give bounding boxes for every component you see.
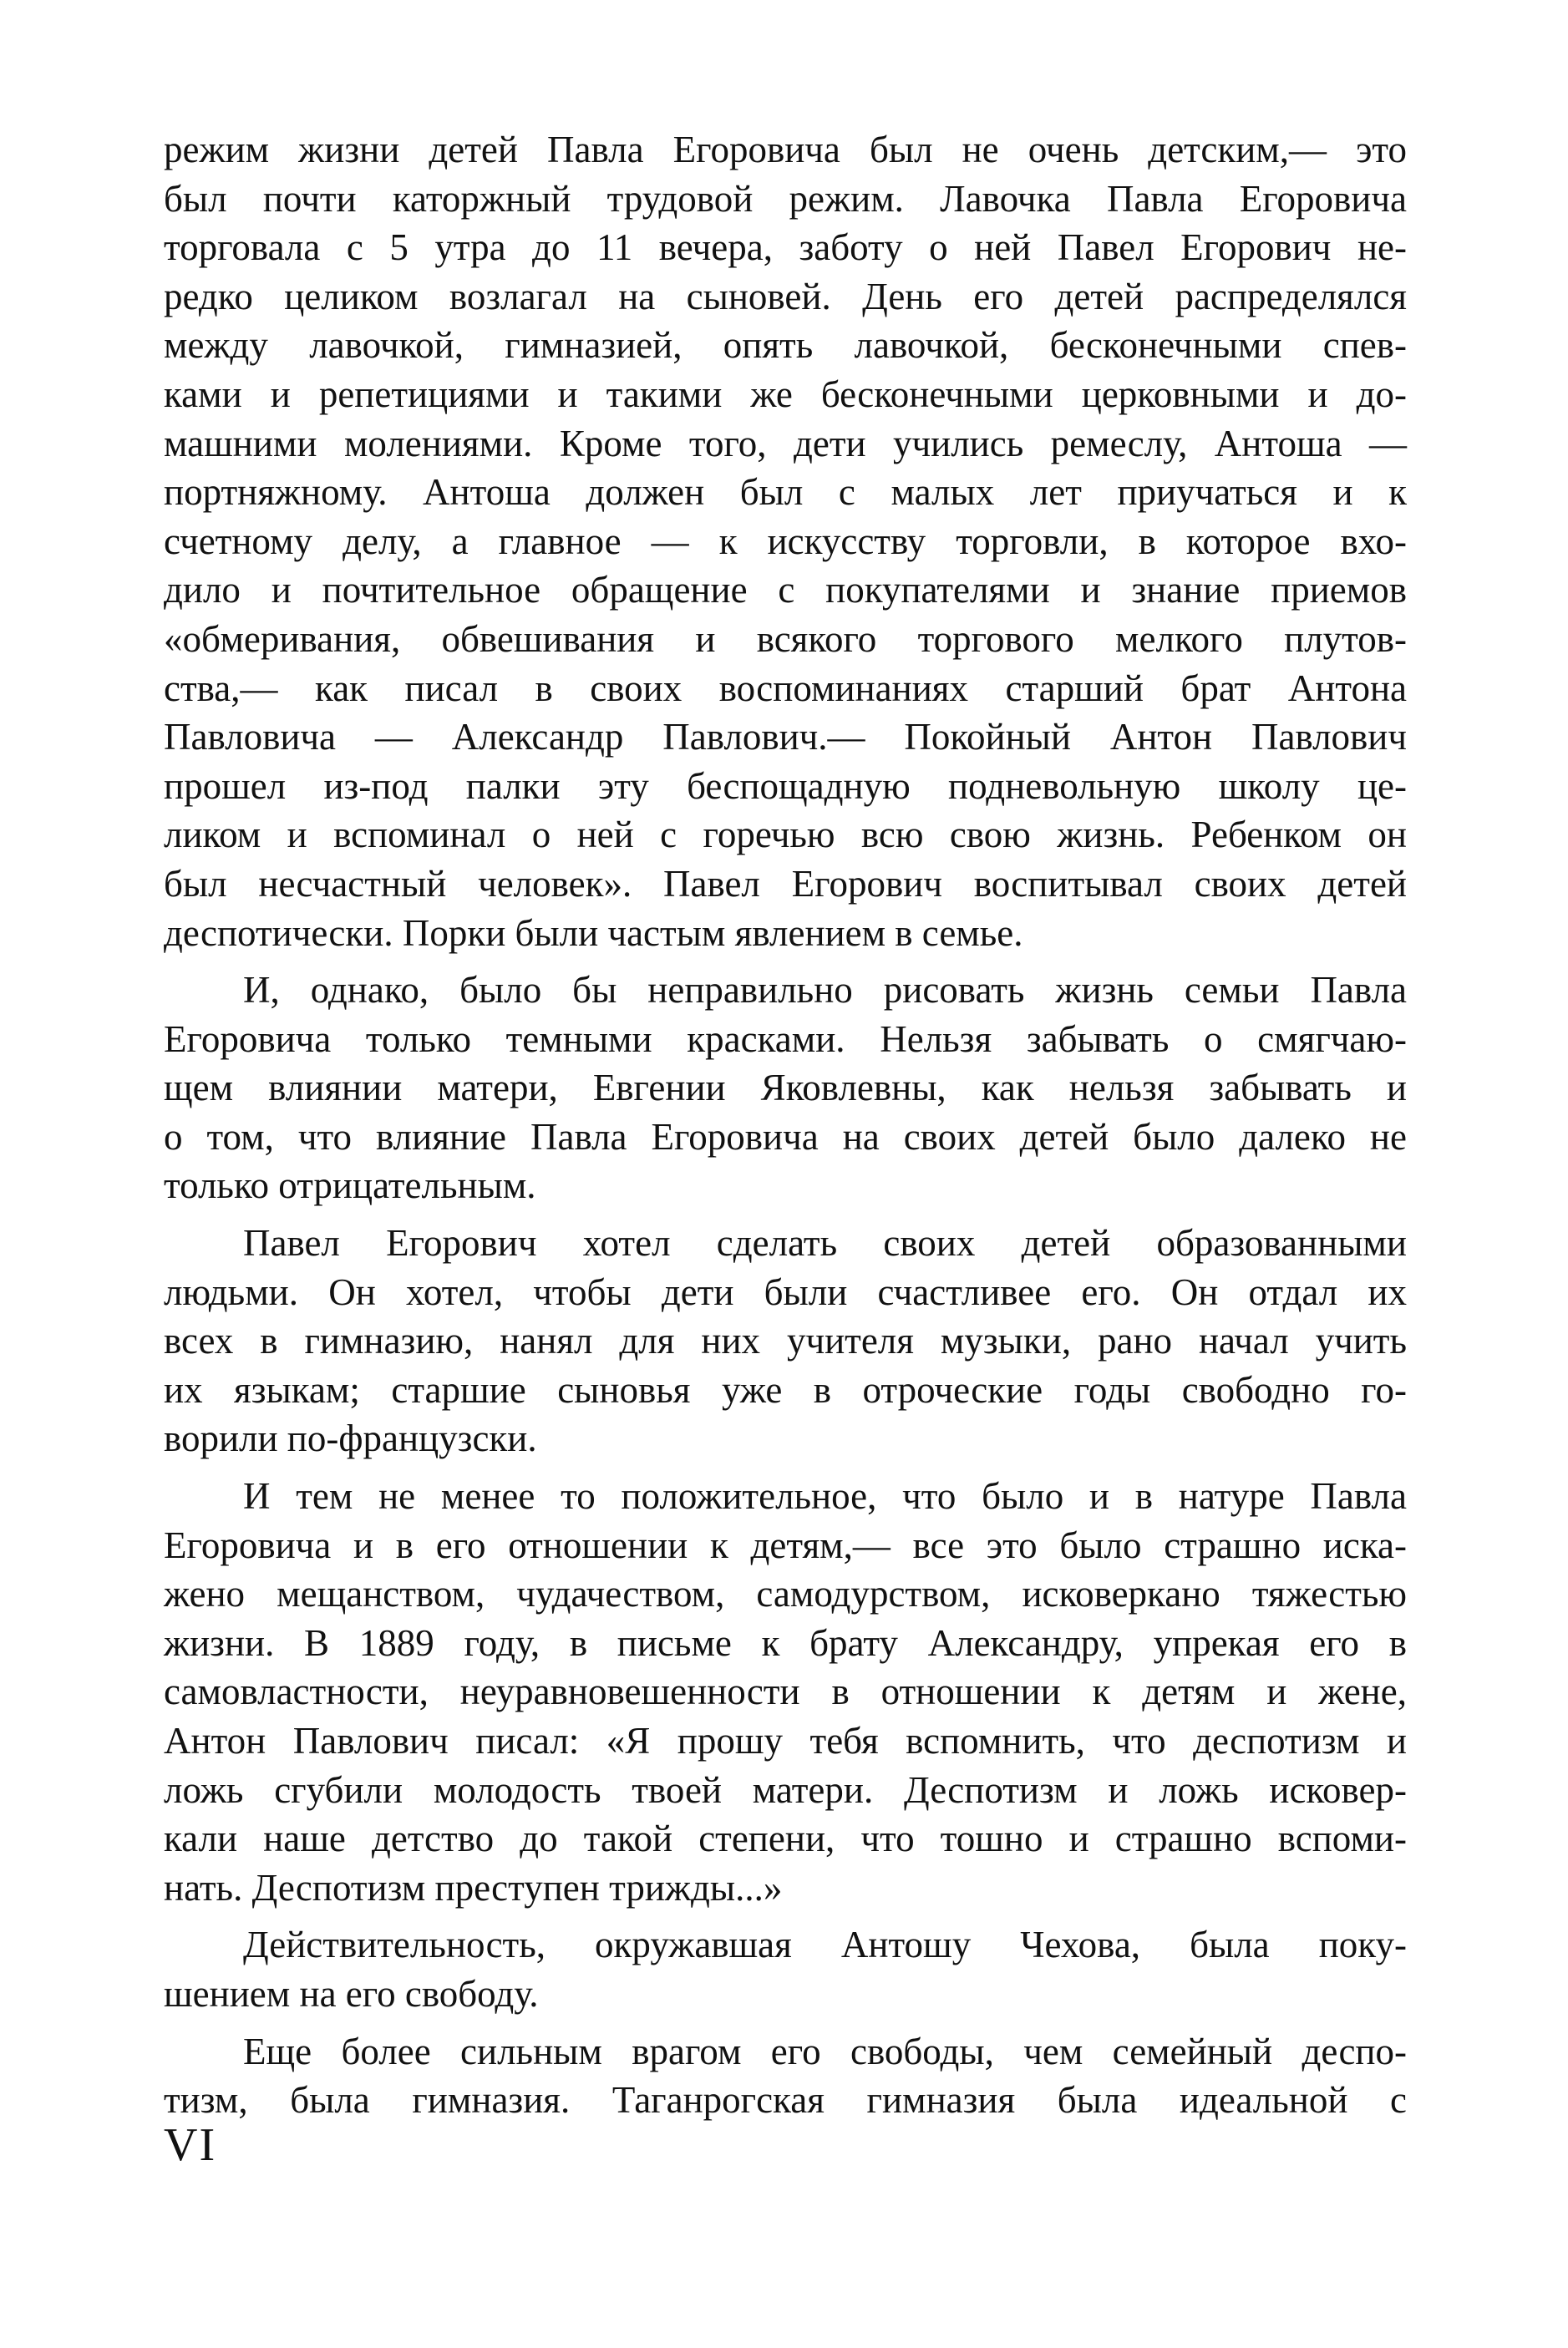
text-line: людьми. Он хотел, чтобы дети были счастливее его. Он отдал их bbox=[164, 1270, 1407, 1313]
text-line: ства,— как писал в своих воспоминаниях старший брат Антона bbox=[164, 667, 1407, 709]
text-line: Еще более сильным врагом его свободы, чем семейный деспо- bbox=[243, 2030, 1407, 2072]
text-line: только отрицательным. bbox=[164, 1164, 536, 1207]
page-number: VI bbox=[164, 2119, 217, 2171]
text-line: машними молениями. Кроме того, дети учились ремеслу, Антоша — bbox=[164, 422, 1407, 464]
text-line: жизни. В 1889 году, в письме к брату Александру, упрекая его в bbox=[164, 1621, 1407, 1664]
text-line: ками и репетициями и такими же бесконечными церковными и до- bbox=[164, 373, 1407, 415]
text-line: Павел Егорович хотел сделать своих детей образованными bbox=[243, 1222, 1407, 1265]
text-line: Действительность, окружавшая Антошу Чехова, была поку- bbox=[243, 1924, 1407, 1966]
paragraph-2 bbox=[164, 966, 1407, 1210]
text-line: о том, что влияние Павла Егоровича на своих детей было далеко не bbox=[164, 1115, 1407, 1158]
text-line: щем влиянии матери, Евгении Яковлевны, как нельзя забывать и bbox=[164, 1067, 1407, 1109]
body-text bbox=[164, 125, 1407, 2133]
text-line: между лавочкой, гимназией, опять лавочкой, бесконечными спев- bbox=[164, 324, 1407, 367]
text-line: торговала с 5 утра до 11 вечера, заботу о ней Павел Егорович не- bbox=[164, 226, 1407, 269]
text-line: режим жизни детей Павла Егоровича был не очень детским,— это bbox=[164, 129, 1407, 170]
text-line: редко целиком возлагал на сыновей. День его детей распределялся bbox=[164, 275, 1407, 317]
text-line: кали наше детство до такой степени, что тошно и страшно вспоми- bbox=[164, 1818, 1407, 1860]
text-line: ликом и вспоминал о ней с горечью всю свою жизнь. Ребенком он bbox=[164, 814, 1407, 856]
text-line: деспотически. Порки были частым явлением в семье. bbox=[164, 911, 1023, 954]
text-line: «обмеривания, обвешивания и всякого торгового мелкого плутов- bbox=[164, 617, 1407, 660]
paragraph-6 bbox=[164, 2027, 1407, 2125]
text-line: Павловича — Александр Павлович.— Покойный Антон Павлович bbox=[164, 716, 1407, 758]
paragraph-3 bbox=[164, 1219, 1407, 1463]
text-line: портняжному. Антоша должен был с малых лет приучаться и к bbox=[164, 471, 1407, 514]
paragraph-5 bbox=[164, 1920, 1407, 2018]
paragraph-1 bbox=[164, 125, 1407, 957]
text-line: счетному делу, а главное — к искусству торговли, в которое вхо- bbox=[164, 520, 1407, 562]
text-line: Егоровича только темными красками. Нельзя забывать о смягчаю- bbox=[164, 1017, 1407, 1060]
text-line: прошел из-под палки эту беспощадную подневольную школу це- bbox=[164, 764, 1407, 807]
text-line: шением на его свободу. bbox=[164, 1972, 539, 2015]
text-line: Антон Павлович писал: «Я прошу тебя вспомнить, что деспотизм и bbox=[164, 1720, 1407, 1762]
text-line: всех в гимназию, нанял для них учителя музыки, рано начал учить bbox=[164, 1320, 1407, 1362]
text-line: был несчастный человек». Павел Егорович воспитывал своих детей bbox=[164, 862, 1407, 905]
text-line: И, однако, было бы неправильно рисовать жизнь семьи Павла bbox=[243, 969, 1407, 1012]
text-line: ложь сгубили молодость твоей матери. Деспотизм и ложь исковер- bbox=[164, 1768, 1407, 1811]
text-line: И тем не менее то положительное, что было и в натуре Павла bbox=[243, 1475, 1407, 1518]
paragraph-4 bbox=[164, 1472, 1407, 1912]
text-line: дило и почтительное обращение с покупателями и знание приемов bbox=[164, 569, 1407, 611]
text-line: их языкам; старшие сыновья уже в отроческие годы свободно го- bbox=[164, 1368, 1407, 1411]
text-line: нать. Деспотизм преступен трижды...» bbox=[164, 1866, 783, 1909]
text-line: ворили по-французски. bbox=[164, 1417, 537, 1460]
text-line: был почти каторжный трудовой режим. Лавочка Павла Егоровича bbox=[164, 177, 1407, 220]
text-line: тизм, была гимназия. Таганрогская гимназия была идеальной с bbox=[164, 2079, 1407, 2122]
text-line: Егоровича и в его отношении к детям,— все это было страшно иска- bbox=[164, 1524, 1407, 1566]
text-line: жено мещанством, чудачеством, самодурством, исковеркано тяжестью bbox=[164, 1573, 1407, 1615]
text-line: самовластности, неуравновешенности в отношении к детям и жене, bbox=[164, 1671, 1407, 1713]
